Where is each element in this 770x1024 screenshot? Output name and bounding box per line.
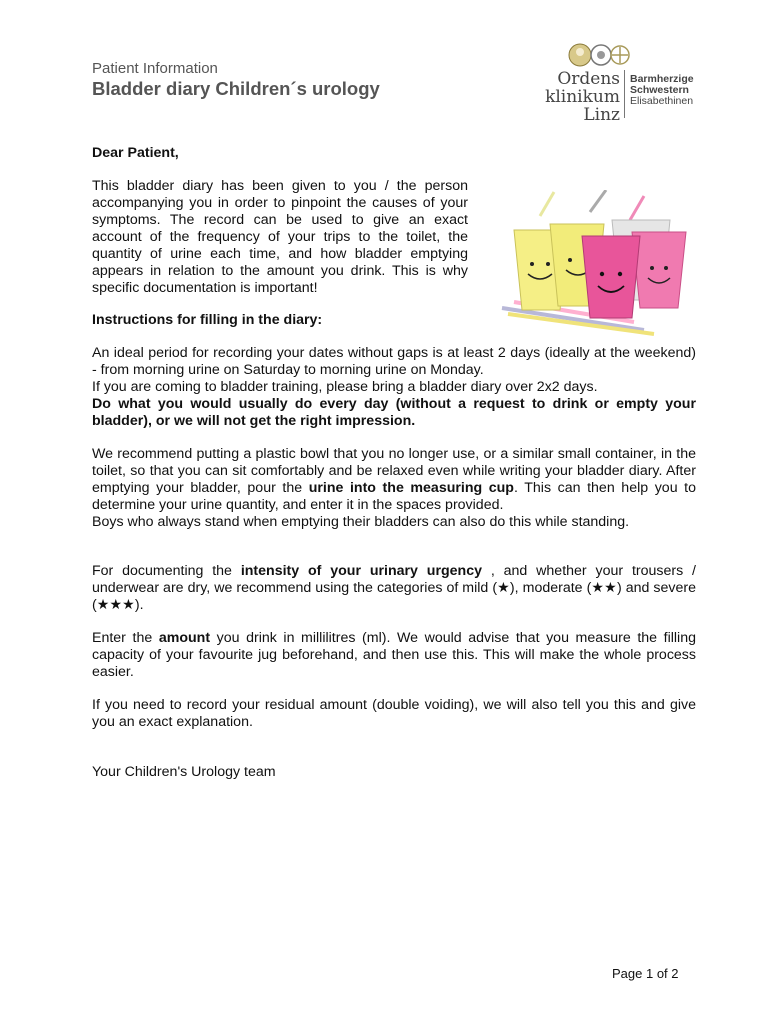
greeting: Dear Patient, <box>92 145 179 161</box>
logo-word-ordens: Ordens <box>557 69 620 89</box>
paragraph-residual: If you need to record your residual amount (double voiding), we will also tell you this and give you an exact explanation. <box>92 697 696 730</box>
logo-side-barmherzige: Barmherzige <box>630 73 694 85</box>
pink-cup-back <box>632 232 686 308</box>
recording-period-text: An ideal period for recording your dates without gaps is at least 2 days (ideally at the weekend) - from morning urine on Saturday to morning urine on Monday. <box>92 345 696 378</box>
measuring-text <box>92 446 696 514</box>
hospital-logo <box>540 40 710 125</box>
hospital-seal-icon <box>568 40 630 70</box>
urgency-emphasis: intensity of your urinary urgency <box>240 563 482 579</box>
amount-emphasis: amount <box>158 630 211 646</box>
intro-paragraph: This bladder diary has been given to you / the person accompanying you in order to pinpoint the causes of your symptoms. The record can be used to give an exact account of the frequency of your trips to the toilet, the quantity of urine each time, and how bladder emptying appears in relation to the amount you drink. This is why specific documentation is important! <box>92 178 468 296</box>
pink-cup-front <box>582 236 640 318</box>
usual-behaviour-text: Do what you would usually do every day (without a request to drink or empty your bladder), or we will not get the right impression. <box>92 396 696 429</box>
paragraph-recording-period <box>92 345 696 430</box>
logo-divider <box>624 70 625 118</box>
bladder-training-text: If you are coming to bladder training, please bring a bladder diary over 2x2 days. <box>92 379 598 395</box>
urgency-text <box>92 563 696 614</box>
logo-word-linz: Linz <box>583 105 620 125</box>
page-number: Page 1 of 2 <box>612 966 679 981</box>
amount-text <box>92 630 696 681</box>
instructions-heading: Instructions for filling in the diary: <box>92 312 323 328</box>
measuring-text-a: We recommend putting a plastic bowl that you no longer use, or a similar small container, in the toilet, so that you can sit comfortably and be relaxed even while writing your bladder diary. After emptying your bladder, pour the <box>92 446 696 496</box>
urgency-text-c: , and whether your trousers / underwear are dry, we recommend using the categories of mild (★), moderate (★★) and severe (★★★). <box>92 563 697 613</box>
document-subtitle: Patient Information <box>92 60 218 77</box>
logo-side-elisabethinen: Elisabethinen <box>630 95 694 107</box>
measuring-cup-emphasis: urine into the measuring cup <box>308 480 514 496</box>
boys-standing-text: Boys who always stand when emptying their bladders can also do this while standing. <box>92 514 630 530</box>
urgency-text-a: For documenting the <box>92 563 241 579</box>
paragraph-measuring <box>92 446 696 531</box>
amount-text-a: Enter the <box>92 630 159 646</box>
paragraph-urgency <box>92 563 696 614</box>
paragraph-amount <box>92 630 696 681</box>
logo-word-klinikum: klinikum <box>545 87 620 107</box>
measuring-text-c: . This can then help you to determine your urine quantity, and enter it in the spaces provided. <box>92 480 696 513</box>
signoff: Your Children's Urology team <box>92 764 276 780</box>
amount-text-c: you drink in millilitres (ml). We would advise that you measure the filling capacity of your favourite jug beforehand, and then use this. This will make the whole process easier. <box>92 630 696 680</box>
document-title: Bladder diary Children´s urology <box>92 78 380 99</box>
logo-side-schwestern: Schwestern <box>630 84 689 96</box>
